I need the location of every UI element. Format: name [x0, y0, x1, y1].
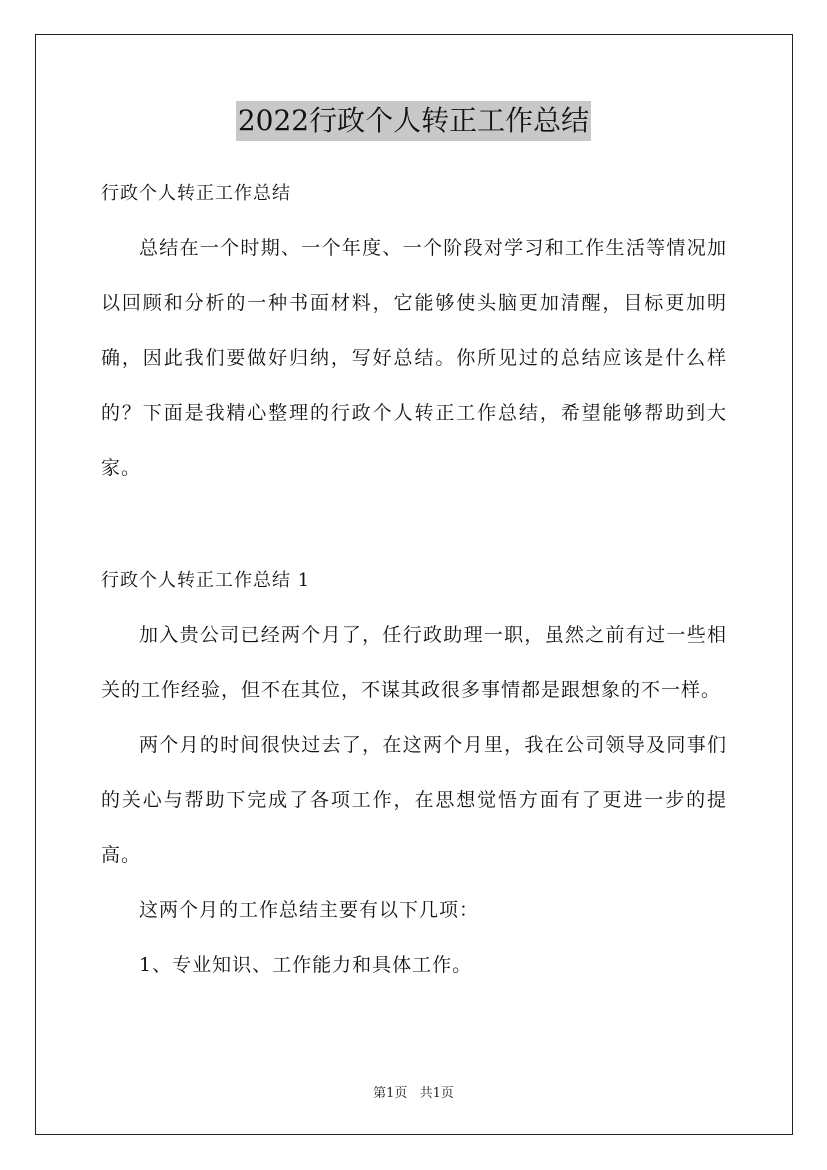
section-heading: 行政个人转正工作总结 1 — [101, 570, 311, 591]
body-paragraph-4: 1、专业知识、工作能力和具体工作。 — [139, 954, 473, 976]
document-body — [101, 166, 727, 993]
section-spacer — [101, 496, 727, 553]
intro-paragraph: 总结在一个时期、一个年度、一个阶段对学习和工作生活等情况加以回顾和分析的一种书面材料，它能够使头脑更加清醒，目标更加明确，因此我们要做好归纳，写好总结。你所见过的总结应该是什么样的？下面是我精心整理的行政个人转正工作总结，希望能够帮助到大家。 — [101, 237, 727, 479]
page-footer — [0, 1082, 827, 1101]
document-title: 2022行政个人转正工作总结 — [236, 101, 591, 141]
body-paragraph-1: 加入贵公司已经两个月了，任行政助理一职，虽然之前有过一些相关的工作经验，但不在其位，不谋其政很多事情都是跟想象的不一样。 — [101, 624, 727, 701]
page-total: 共1页 — [419, 1086, 454, 1101]
page-number: 第1页 — [373, 1086, 408, 1101]
document-subtitle: 行政个人转正工作总结 — [101, 183, 291, 204]
body-paragraph-2: 两个月的时间很快过去了，在这两个月里，我在公司领导及同事们的关心与帮助下完成了各项工作，在思想觉悟方面有了更进一步的提高。 — [101, 734, 727, 866]
body-paragraph-3: 这两个月的工作总结主要有以下几项： — [139, 899, 480, 921]
title-container — [0, 101, 827, 141]
